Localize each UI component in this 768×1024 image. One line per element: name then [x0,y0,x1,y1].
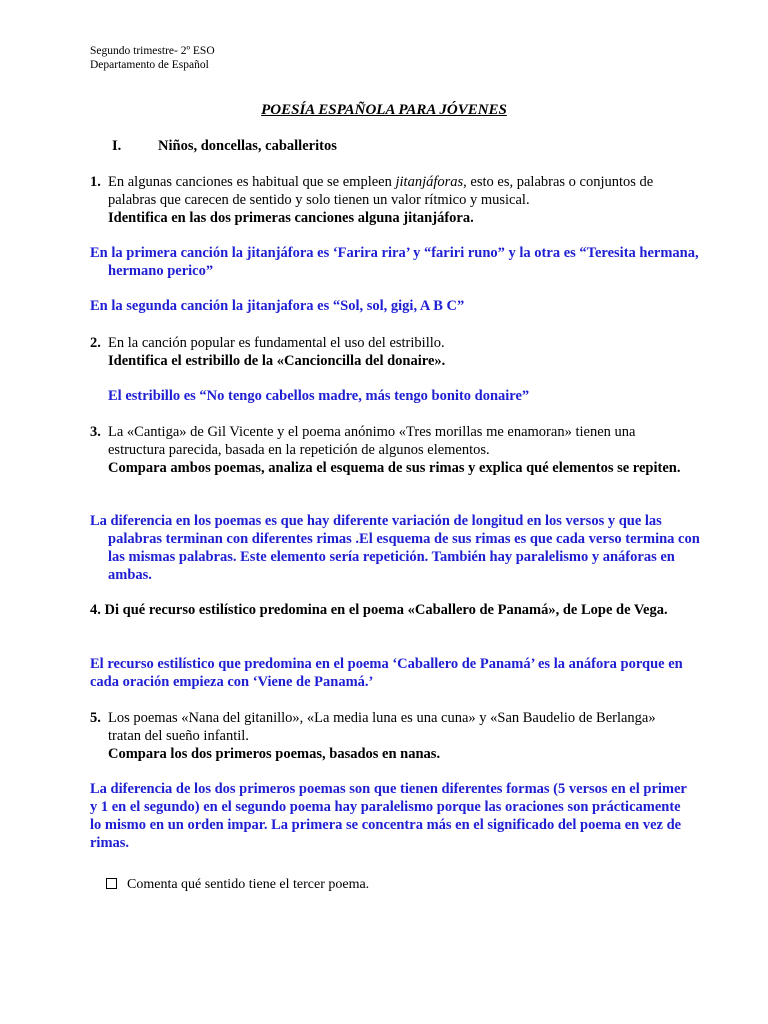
section-title: Niños, doncellas, caballeritos [158,138,337,154]
question-instruction: Compara ambos poemas, analiza el esquema de sus rimas y explica qué elementos se repiten. [108,460,681,476]
bullet-item [106,877,369,893]
question-number: 5. [90,710,101,726]
question-text: La «Cantiga» de Gil Vicente y el poema anónimo «Tres morillas me enamoran» tienen una estructura parecida, basada en la repetición de algunos elementos. [108,424,636,458]
answer-4: El recurso estilístico que predomina en el poema ‘Caballero de Panamá’ es la anáfora porque en cada oración empieza con ‘Viene de Panamá.’ [90,656,683,690]
header-line-1: Segundo trimestre- 2º ESO [90,45,215,57]
question-2 [90,334,690,370]
question-text: En algunas canciones es habitual que se empleen jitanjáforas, esto es, palabras o conjuntos de palabras que carecen de sentido y solo tienen un valor rítmico y musical. [108,174,654,208]
bullet-text: Comenta qué sentido tiene el tercer poema. [127,877,370,892]
section-numeral: I. [112,138,122,154]
question-instruction: Identifica el estribillo de la «Cancioncilla del donaire». [108,353,446,369]
question-number: 1. [90,174,101,190]
answer-5: La diferencia de los dos primeros poemas son que tienen diferentes formas (5 versos en el primer y 1 en el segundo) en el segundo poema hay paralelismo porque las oraciones son prácticamente lo mismo en un orden impar. La primera se concentra más en el significado del poema en vez de rimas. [90,781,687,851]
answer-1b: En la segunda canción la jitanjafora es “Sol, sol, gigi, A B C” [90,298,465,314]
question-text: Los poemas «Nana del gitanillo», «La media luna es una cuna» y «San Baudelio de Berlanga» tratan del sueño infantil. [108,710,656,744]
question-1 [90,173,690,227]
question-text: En la canción popular es fundamental el uso del estribillo. [108,335,445,351]
question-instruction: Compara los dos primeros poemas, basados en nanas. [108,746,441,762]
bullet-box-icon [106,878,117,889]
header-line-2: Departamento de Español [90,59,209,71]
page-title: POESÍA ESPAÑOLA PARA JÓVENES [261,102,507,118]
answer-3: La diferencia en los poemas es que hay diferente variación de longitud en los versos y que las palabras terminan con diferentes rimas .El esquema de sus rimas es que cada verso termina con las mismas palabras. Este elemento sería repetición. También hay paralelismo y anáforas en ambas. [90,513,700,583]
document-header [90,44,215,72]
question-instruction: Identifica en las dos primeras canciones alguna jitanjáfora. [108,210,474,226]
question-3 [90,423,690,477]
question-4: 4. Di qué recurso estilístico predomina en el poema «Caballero de Panamá», de Lope de Vega. [90,602,668,618]
question-5 [90,709,690,763]
section-heading [112,138,337,155]
question-number: 3. [90,424,101,440]
answer-1a: En la primera canción la jitanjáfora es ‘Farira rira’ y “fariri runo” y la otra es “Teresita hermana, hermano perico” [90,245,699,279]
question-number: 2. [90,335,101,351]
answer-2: El estribillo es “No tengo cabellos madre, más tengo bonito donaire” [108,388,530,404]
